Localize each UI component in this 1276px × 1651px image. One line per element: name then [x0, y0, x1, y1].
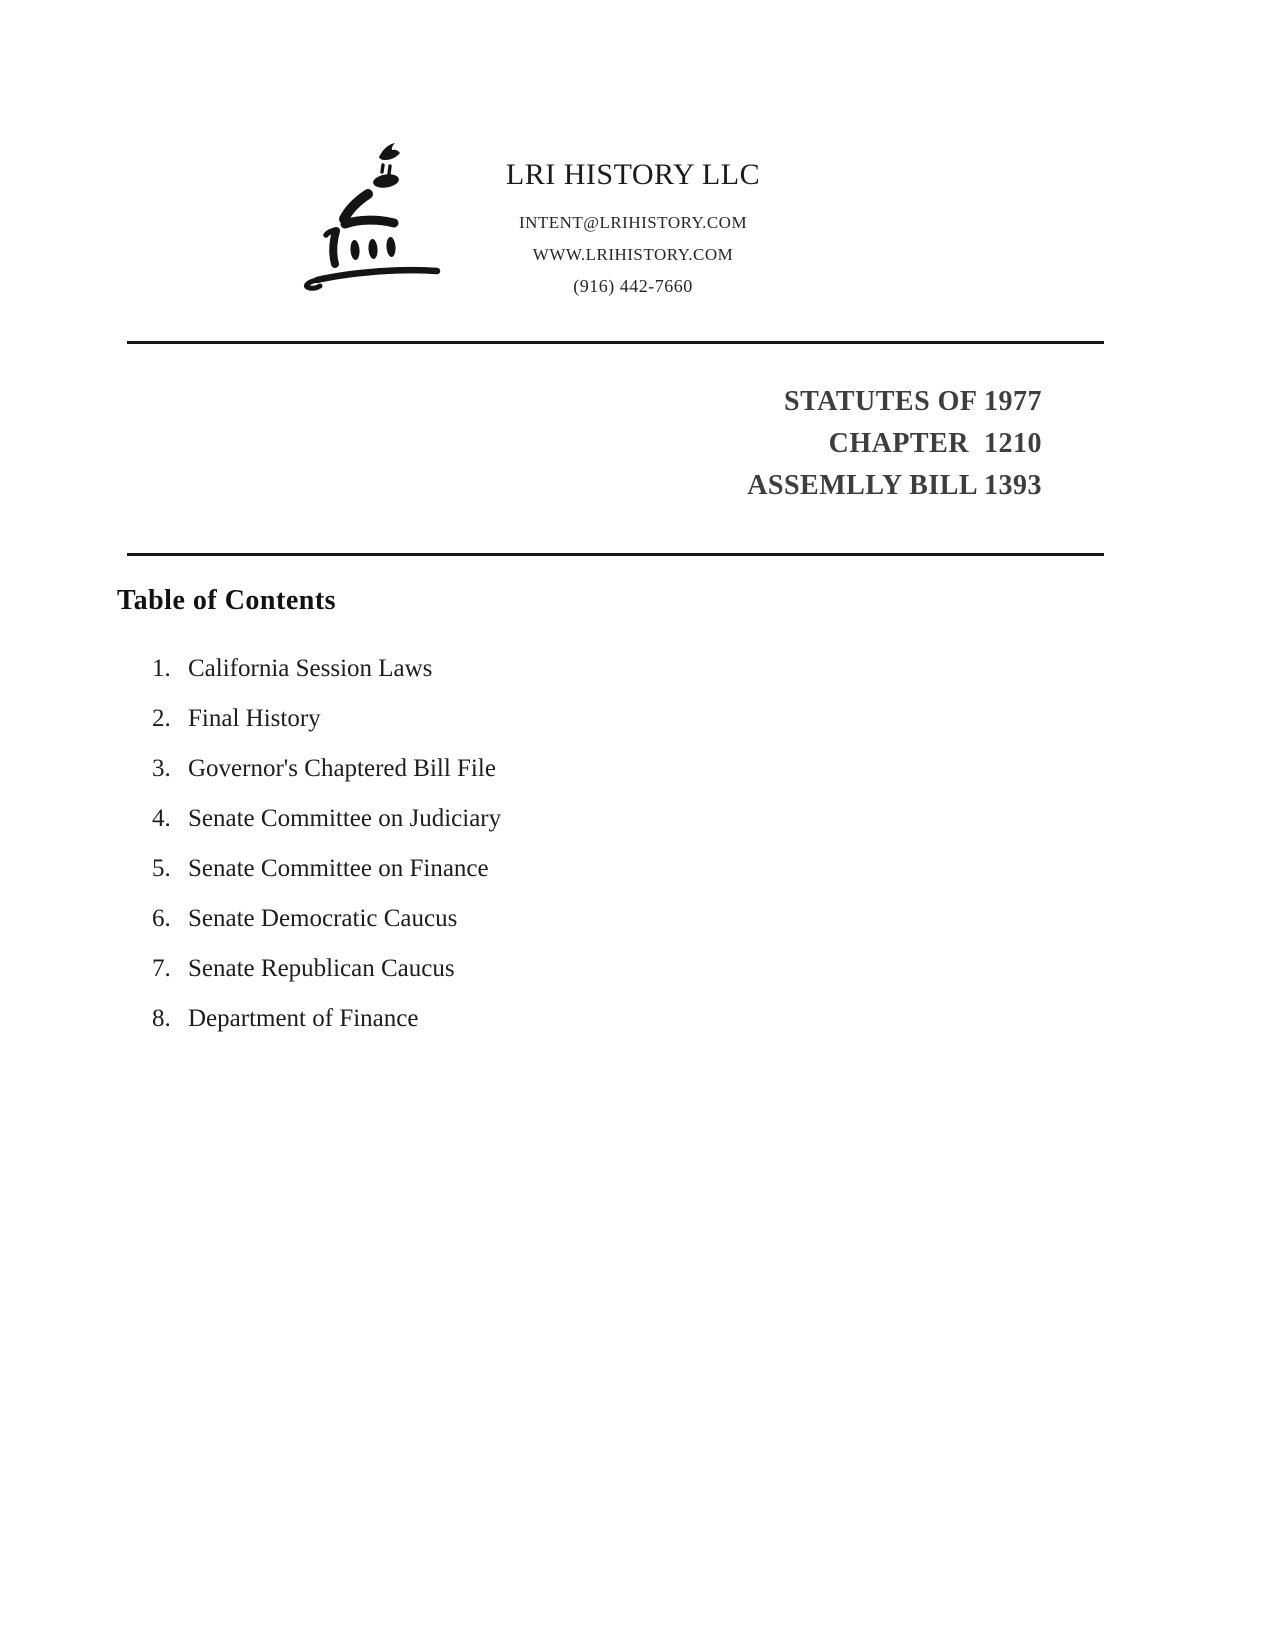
capitol-dome-logo — [293, 127, 445, 292]
letterhead — [433, 156, 833, 302]
toc-item — [152, 844, 852, 894]
toc-item-number: 2. — [152, 705, 171, 732]
company-phone: (916) 442-7660 — [573, 276, 693, 296]
toc-item-label: Final History — [188, 705, 321, 732]
toc-item-number: 3. — [152, 755, 171, 782]
toc-item-label: Senate Committee on Judiciary — [188, 805, 502, 832]
capitol-dome-icon — [293, 127, 445, 292]
statutes-block — [747, 381, 1042, 507]
toc-item-number: 6. — [152, 905, 171, 932]
statute-line-bill: ASSEMLLY BILL 1393 — [747, 470, 1042, 501]
toc-title: Table of Contents — [117, 585, 337, 616]
toc-item-number: 7. — [152, 955, 171, 982]
toc-item-label: Governor's Chaptered Bill File — [188, 755, 496, 782]
company-name: LRI HISTORY LLC — [505, 158, 761, 191]
toc-item — [152, 694, 852, 744]
toc-item — [152, 894, 852, 944]
toc-item-label: Senate Democratic Caucus — [188, 905, 458, 932]
toc-item-label: Senate Committee on Finance — [188, 855, 489, 882]
toc-item — [152, 944, 852, 994]
company-website: WWW.LRIHISTORY.COM — [532, 245, 734, 264]
divider-bottom — [127, 553, 1104, 556]
toc-item — [152, 744, 852, 794]
toc-item-number: 8. — [152, 1005, 171, 1032]
statute-line-year: STATUTES OF 1977 — [784, 386, 1042, 417]
toc-list — [152, 644, 852, 1044]
toc-item-number: 5. — [152, 855, 171, 882]
toc-item-number: 4. — [152, 805, 171, 832]
toc-item-label: Department of Finance — [188, 1005, 419, 1032]
divider-top — [127, 341, 1104, 344]
company-email: INTENT@LRIHISTORY.COM — [518, 213, 748, 232]
toc-item-label: Senate Republican Caucus — [188, 955, 455, 982]
statute-line-chapter: CHAPTER 1210 — [828, 428, 1042, 459]
toc-item-label: California Session Laws — [188, 655, 433, 682]
toc-item — [152, 794, 852, 844]
toc-item — [152, 994, 852, 1044]
toc-item-number: 1. — [152, 655, 171, 682]
toc-item — [152, 644, 852, 694]
